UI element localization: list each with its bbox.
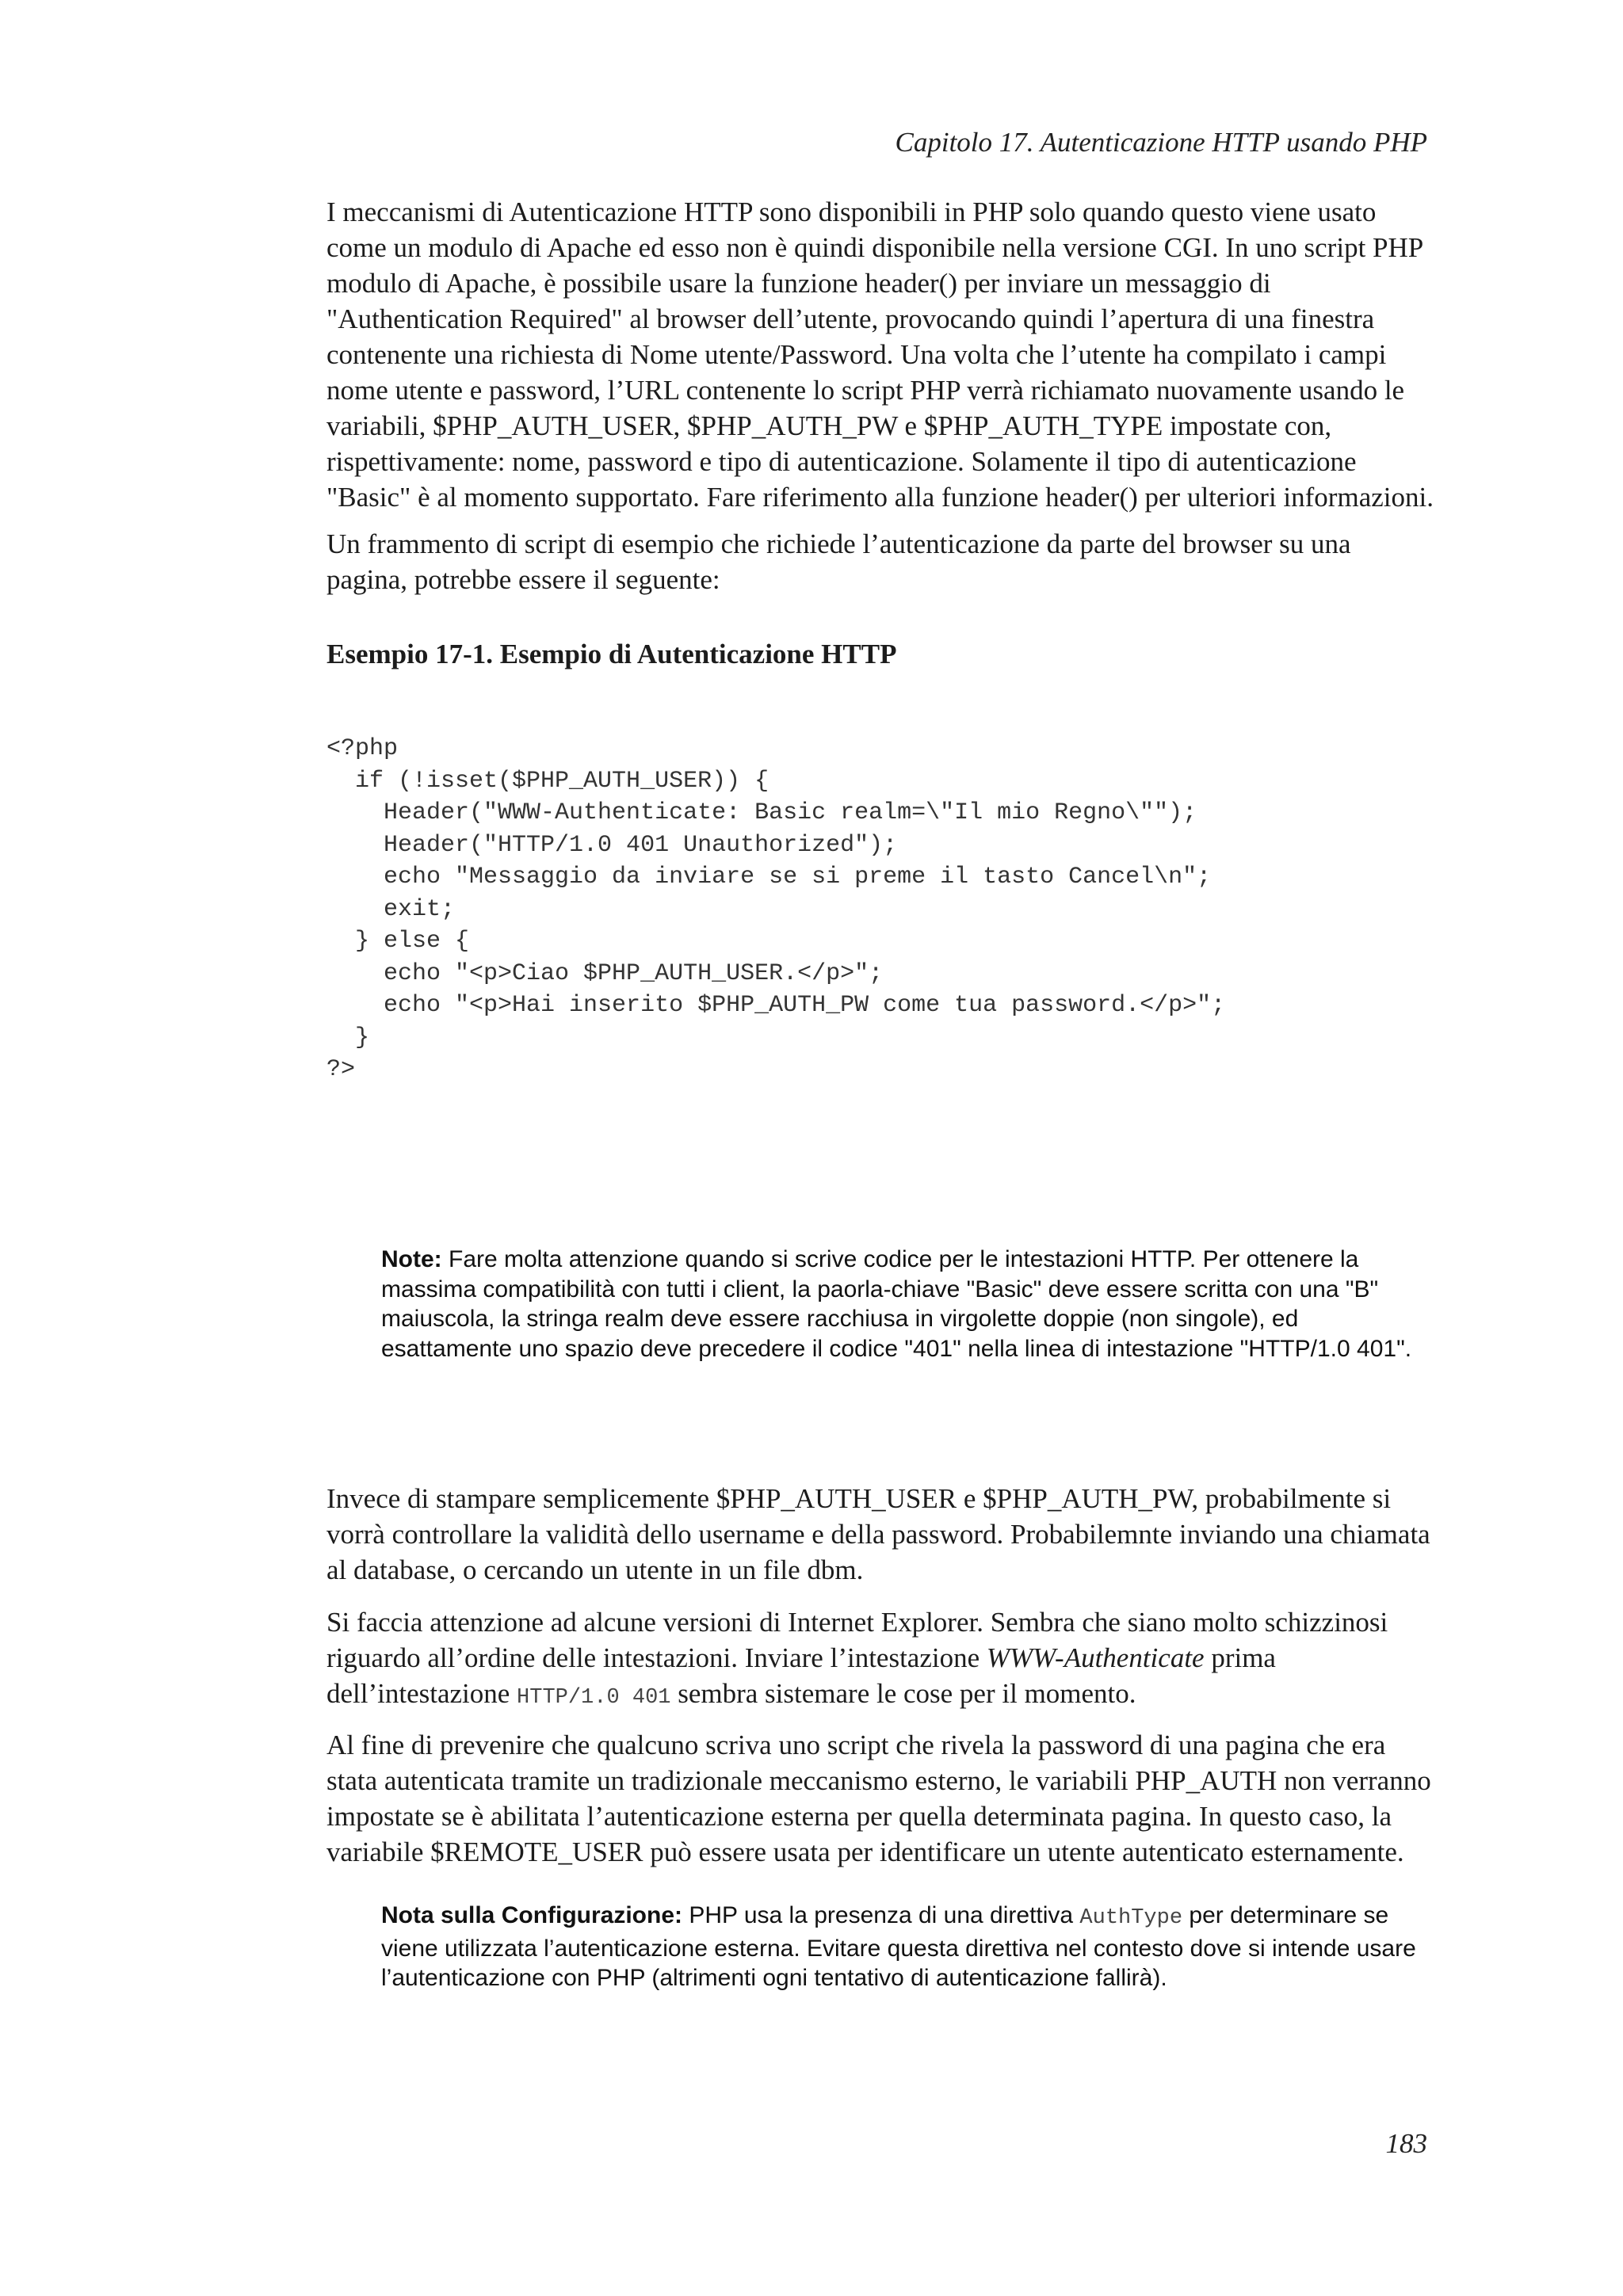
note-configuration [381,1901,1435,1993]
code-listing: <?php if (!isset($PHP_AUTH_USER)) { Header("WWW-Authenticate: Basic realm=\"Il mio Regno\""); Header("HTTP/1.0 401 Unauthorized"); echo "Messaggio da inviare se si preme il tasto Cancel\n"; exit; } else { echo "<p>Ciao $PHP_AUTH_USER.</p>"; echo "<p>Hai inserito $PHP_AUTH_PW come tua password.</p>"; } ?> [327,735,1226,1083]
config-note-inline-code: AuthType [1079,1906,1183,1930]
config-note-text-1: PHP usa la presenza di una direttiva [682,1902,1080,1928]
ie-warning-paragraph [327,1604,1436,1716]
example-intro-paragraph: Un frammento di script di esempio che richiede l’autenticazione da parte del browser su una pagina, potrebbe essere il seguente: [327,528,1351,595]
intro-paragraph: I meccanismi di Autenticazione HTTP sono disponibili in PHP solo quando questo viene usato come un modulo di Apache ed esso non è quindi disponibile nella versione CGI. In uno script PHP modulo di Apache, è possibile usare la funzione header() per inviare un messaggio di "Authentication Required" al browser dell’utente, provocando quindi l’apertura di una finestra contenente una richiesta di Nome utente/Password. Una volta che l’utente ha compilato i campi nome utente e password, l’URL contenente lo script PHP verrà richiamato nuovamente usando le variabili, $PHP_AUTH_USER, $PHP_AUTH_PW e $PHP_AUTH_TYPE impostate con, rispettivamente: nome, password e tipo di autenticazione. Solamente il tipo di autenticazione "Basic" è al momento supportato. Fare riferimento alla funzione header() per ulteriori informazioni. [327,196,1434,513]
config-note-text-2: per determinare se viene utilizzata l’autenticazione esterna. Evitare questa direttiva nel contesto dove si intende usare l’autenticazione con PHP (altrimenti ogni tentativo di autenticazione fallirà). [381,1902,1416,1991]
config-note-label: Nota sulla Configurazione: [381,1902,683,1928]
note-http-headers [381,1245,1435,1363]
note-text: Fare molta attenzione quando si scrive codice per le intestazioni HTTP. Per ottenere la massima compatibilità con tutti i client, la paorla-chiave "Basic" deve essere scritta con una "B" maiuscola, la stringa realm deve essere racchiusa in virgolette doppie (non singole), ed esattamente uno spazio deve precedere il codice "401" nella linea di intestazione "HTTP/1.0 401". [381,1246,1412,1362]
ie-warning-inline-code: HTTP/1.0 401 [517,1686,671,1710]
ie-warning-text-1: Si faccia attenzione ad alcune versioni di Internet Explorer. Sembra che siano molto schizzinosi riguardo all’ordine delle intestazioni. Inviare l’intestazione [327,1607,1388,1673]
ie-warning-header-name: WWW-Authenticate [986,1642,1205,1673]
ie-warning-text-3: sembra sistemare le cose per il momento. [670,1678,1136,1709]
example-title: Esempio 17-1. Esempio di Autenticazione HTTP [327,639,897,669]
external-auth-paragraph: Al fine di prevenire che qualcuno scriva uno script che rivela la password di una pagina che era stata autenticata tramite un tradizionale meccanismo esterno, le variabili PHP_AUTH non verranno impostate se è abilitata l’autenticazione esterna per quella determinata pagina. In questo caso, la variabile $REMOTE_USER può essere usata per identificare un utente autenticato esternamente. [327,1730,1431,1867]
page-number: 183 [1385,2128,1427,2159]
ie-warning-text-2: prima dell’intestazione [327,1642,1276,1709]
note-label: Note: [381,1246,442,1272]
validation-paragraph: Invece di stampare semplicemente $PHP_AUTH_USER e $PHP_AUTH_PW, probabilmente si vorrà controllare la validità dello username e della password. Probabilemnte inviando una chiamata al database, o cercando un utente in un file dbm. [327,1483,1430,1585]
running-header: Capitolo 17. Autenticazione HTTP usando PHP [895,127,1427,158]
